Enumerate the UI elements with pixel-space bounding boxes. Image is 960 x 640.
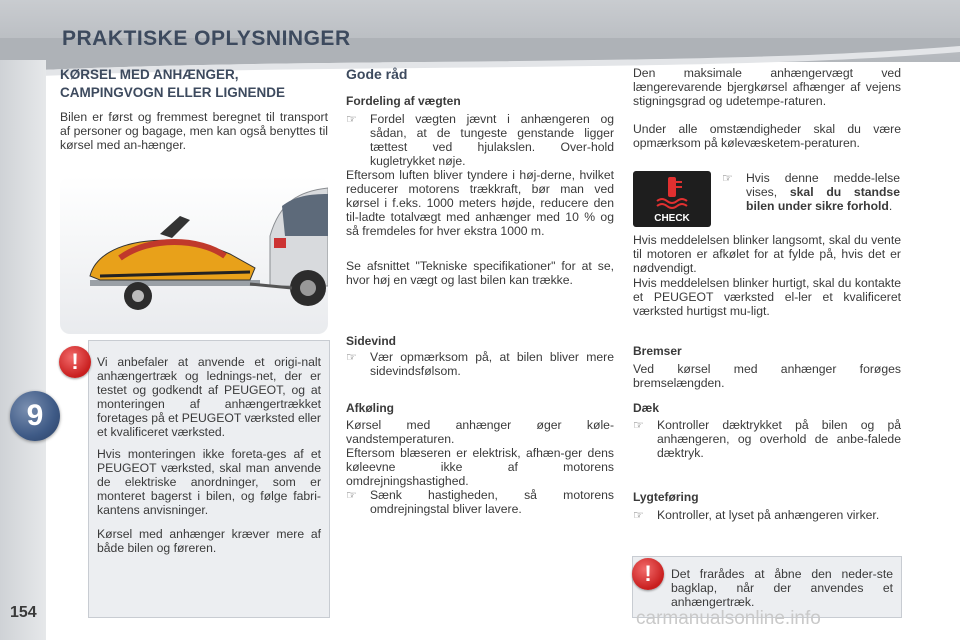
warning-box: [88, 340, 330, 618]
warning-icon: !: [59, 346, 91, 378]
weight-title: Fordeling af vægten: [346, 94, 461, 108]
check-label: CHECK: [654, 213, 690, 224]
hand-pointer-icon: ☞: [722, 171, 733, 185]
warning-2-text: Det frarådes at åbne den neder-ste bagklap, når der anvendes et anhængertræk.: [671, 567, 893, 609]
watermark: carmanualsonline.info: [636, 608, 821, 629]
light-title: Lygteføring: [633, 490, 699, 504]
warning-paragraph-2: Hvis monteringen ikke foreta-ges af et PEUGEOT værksted, skal man anvende de elektriske anordninger, som er monteret bagerst i bilen, og følge fabri-kantens anvisninger.: [97, 447, 321, 517]
cooling-title: Afkøling: [346, 401, 394, 415]
warning-icon-2: !: [632, 558, 664, 590]
right-paragraph-4: Hvis meddelelsen blinker hurtigt, skal du kontakte et PEUGEOT værksted el-ler et kvalificeret værksted hurtigst mu-ligt.: [633, 276, 901, 318]
right-paragraph-3: Hvis meddelelsen blinker langsomt, skal du vente til motoren er afkølet for at fylde på, hvis det er nødvendigt.: [633, 233, 901, 275]
wind-title: Sidevind: [346, 334, 397, 348]
tips-title: Gode råd: [346, 66, 408, 82]
warning-paragraph-1: Vi anbefaler at anvende et origi-nalt anhængertræk og lednings-net, der er testet og godkendt af PEUGEOT, og at monteringen af anhængertrækket foretages på et PEUGEOT værksted eller et kvalificeret værksted.: [97, 355, 321, 439]
coolant-check-icon: [633, 171, 711, 227]
brake-title: Bremser: [633, 344, 682, 358]
hand-pointer-icon: ☞: [346, 350, 357, 364]
weight-paragraph-1: Eftersom luften bliver tyndere i høj-derne, hvilket reducerer motorens trækkraft, bør man ved kørsel i f.eks. 1000 meters højde, reducere den til-ladte totalvægt med anhænger med 10 % og så fremdeles for hver ekstra 1000 m.: [346, 168, 614, 238]
right-paragraph-2: Under alle omstændigheder skal du være opmærksom på kølevæsketem-peraturen.: [633, 122, 901, 150]
cooling-paragraph-1: Kørsel med anhænger øger køle-vandstemperaturen.: [346, 418, 614, 446]
right-paragraph-1: Den maksimale anhængervægt ved længerevarende bjergkørsel afhænger af vejens stigningsgrad og udetempe-raturen.: [633, 66, 901, 108]
hand-pointer-icon: ☞: [633, 508, 644, 522]
hand-pointer-icon: ☞: [346, 112, 357, 126]
chapter-badge: 9: [10, 391, 60, 441]
sidebar-strip: [0, 60, 46, 640]
trailer-illustration: [60, 176, 328, 334]
hand-pointer-icon: ☞: [346, 488, 357, 502]
cooling-paragraph-2: Eftersom blæseren er elektrisk, afhæn-ger dens køleevne ikke af motorens omdrejningshastighed.: [346, 446, 614, 488]
tire-title: Dæk: [633, 401, 660, 415]
warning-paragraph-3: Kørsel med anhænger kræver mere af både bilen og føreren.: [97, 527, 321, 555]
hand-pointer-icon: ☞: [633, 418, 644, 432]
section-title: KØRSEL MED ANHÆNGER, CAMPINGVOGN ELLER LIGNENDE: [60, 67, 286, 100]
page-number: 154: [10, 604, 37, 621]
weight-paragraph-2: Se afsnittet "Tekniske specifikationer" for at se, hvor høj en vægt og last bilen kan trække.: [346, 259, 614, 287]
page-title: PRAKTISKE OPLYSNINGER: [62, 27, 351, 50]
section-intro: Bilen er først og fremmest beregnet til transport af personer og bagage, men kan også benyttes til kørsel med an-hænger.: [60, 110, 328, 152]
brake-paragraph: Ved kørsel med anhænger forøges bremselængden.: [633, 362, 901, 390]
